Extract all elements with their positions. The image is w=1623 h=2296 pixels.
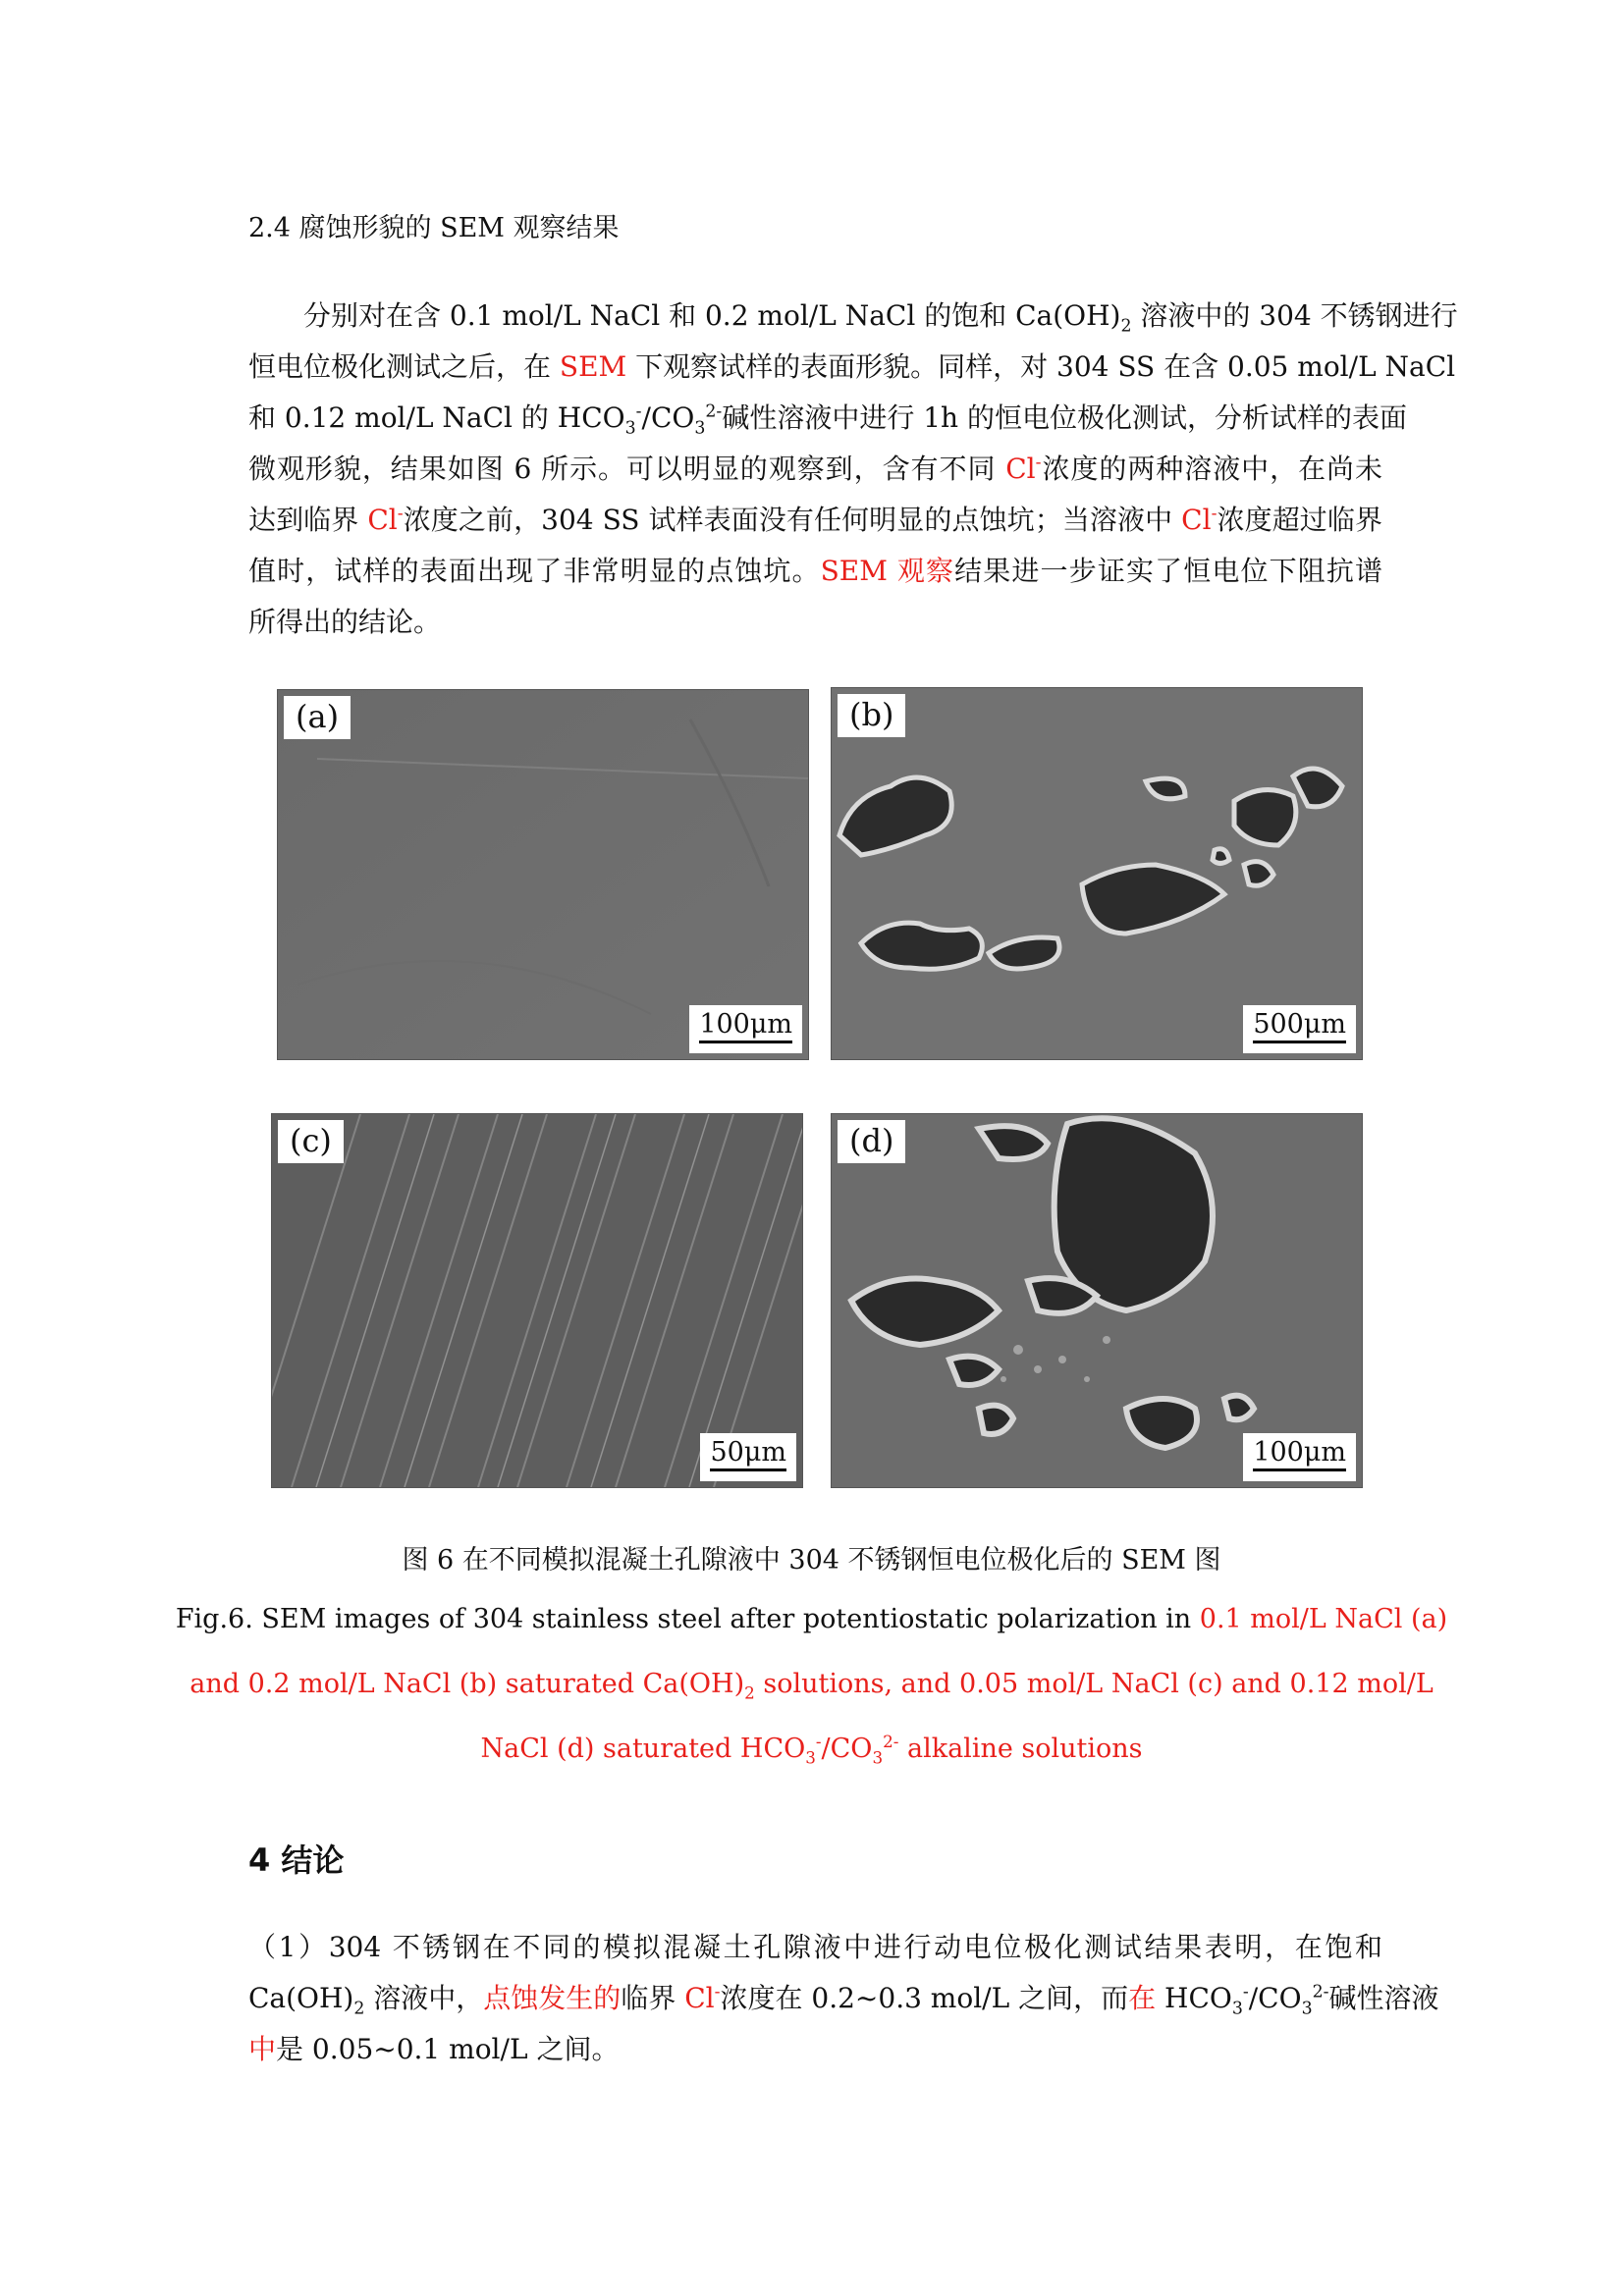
para-line: $Ca(OH)_2$ 溶液中，点蚀发生的临界 Cl-浓度在 0.2~0.3 mol/L 之间，而在 $HCO_3^-/CO_3^{2-}$碱性溶液 — [248, 1982, 1439, 2019]
panel-letter: (c) — [278, 1120, 344, 1163]
para-line: 微观形貌，结果如图 6 所示。可以明显的观察到，含有不同 Cl-浓度的两种溶液中，在尚未 — [248, 453, 1382, 485]
scale-bar: 50μm — [700, 1433, 796, 1481]
sem-panel-a — [277, 689, 809, 1060]
sem-panel-d — [831, 1113, 1363, 1488]
scale-bar: 100μm — [1243, 1433, 1356, 1481]
paragraph-sem-results — [248, 291, 1458, 648]
sem-image-d — [832, 1114, 1362, 1487]
figure-6 — [275, 687, 1375, 1492]
para-line: （1）304 不锈钢在不同的模拟混凝土孔隙液中进行动电位极化测试结果表明，在饱和 — [248, 1931, 1382, 1963]
sem-panel-c — [271, 1113, 803, 1488]
section-title: 2.4 腐蚀形貌的 SEM 观察结果 — [248, 213, 620, 243]
figure-caption-en-line: Fig.6. SEM images of 304 stainless steel after potentiostatic polarization in 0.1 mol/L NaCl (a) — [175, 1604, 1448, 1634]
panel-letter: (b) — [838, 694, 905, 737]
sem-image-c — [272, 1114, 802, 1487]
scale-bar: 500μm — [1243, 1005, 1356, 1053]
panel-letter: (d) — [838, 1120, 905, 1163]
figure-caption-en-line: NaCl (d) saturated $HCO_3^-/CO_3^{2-}$ alkaline solutions — [480, 1732, 1143, 1768]
scale-bar: 100μm — [689, 1005, 802, 1053]
figure-caption-en-line: and 0.2 mol/L NaCl (b) saturated $Ca(OH)_2$ solutions, and 0.05 mol/L NaCl (c) and 0.12 mol/L — [189, 1669, 1434, 1703]
paragraph-conclusion — [248, 1922, 1439, 2075]
para-line: 达到临界 Cl-浓度之前，304 SS 试样表面没有任何明显的点蚀坑；当溶液中 Cl-浓度超过临界 — [248, 504, 1382, 536]
para-line: 中是 0.05~0.1 mol/L 之间。 — [248, 2033, 620, 2065]
panel-letter: (a) — [284, 696, 351, 739]
sem-image-b — [832, 688, 1362, 1059]
para-line: 所得出的结论。 — [248, 606, 442, 638]
para-line: 和 0.12 mol/L NaCl 的 $HCO_3^-/CO_3^{2-}$碱性溶液中进行 1h 的恒电位极化测试，分析试样的表面 — [248, 401, 1407, 439]
section-heading-conclusion: 4 结论 — [248, 1842, 345, 1879]
sem-image-a — [278, 690, 808, 1059]
para-line: 值时，试样的表面出现了非常明显的点蚀坑。SEM 观察结果进一步证实了恒电位下阻抗谱 — [248, 555, 1382, 587]
para-line: 分别对在含 0.1 mol/L NaCl 和 0.2 mol/L NaCl 的饱和 $Ca(OH)_2$ 溶液中的 304 不锈钢进行 — [303, 299, 1458, 337]
sem-panel-b — [831, 687, 1363, 1060]
para-line: 恒电位极化测试之后，在 SEM 下观察试样的表面形貌。同样，对 304 SS 在含 0.05 mol/L NaCl — [248, 350, 1456, 383]
figure-caption-cn: 图 6 在不同模拟混凝土孔隙液中 304 不锈钢恒电位极化后的 SEM 图 — [402, 1545, 1221, 1575]
